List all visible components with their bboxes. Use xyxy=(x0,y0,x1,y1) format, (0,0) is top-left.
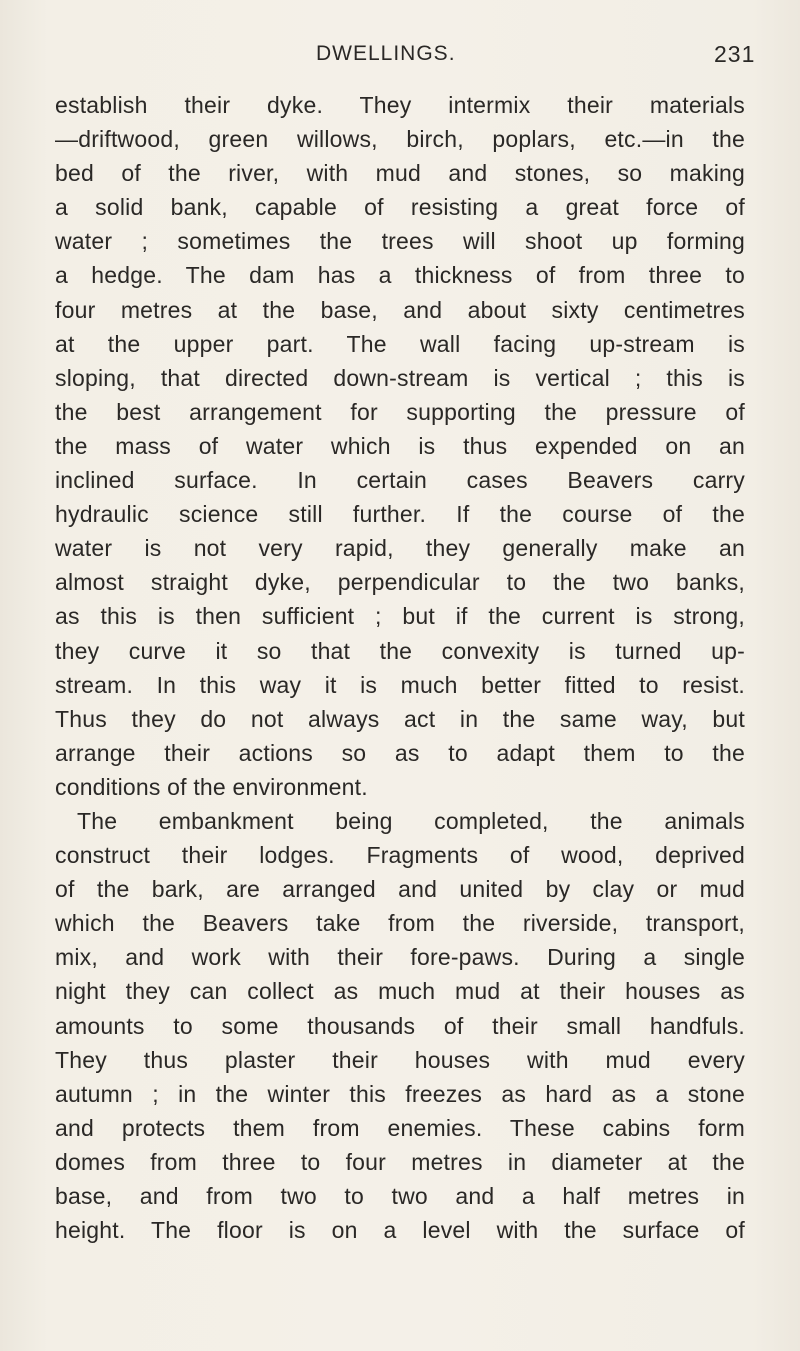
page-number: 231 xyxy=(714,41,756,67)
text-line: hydraulic science still further. If the course of the xyxy=(55,501,745,528)
text-line: They thus plaster their houses with mud every xyxy=(55,1046,745,1073)
text-line: the best arrangement for supporting the pressure of xyxy=(55,398,745,425)
text-line: height. The floor is on a level with the surface of xyxy=(55,1217,745,1244)
body-text xyxy=(55,88,745,1247)
text-line: at the upper part. The wall facing up-stream is xyxy=(55,330,745,357)
text-line: domes from three to four metres in diameter at the xyxy=(55,1148,745,1175)
text-line: night they can collect as much mud at their houses as xyxy=(55,978,745,1005)
text-line: amounts to some thousands of their small handfuls. xyxy=(55,1012,745,1039)
text-line: as this is then sufficient ; but if the current is strong, xyxy=(55,603,745,630)
text-line: bed of the river, with mud and stones, so making xyxy=(55,160,745,187)
text-line: autumn ; in the winter this freezes as hard as a stone xyxy=(55,1080,745,1107)
text-line: —driftwood, green willows, birch, poplars, etc.—in the xyxy=(55,126,745,153)
text-line: almost straight dyke, perpendicular to the two banks, xyxy=(55,569,745,596)
text-line: inclined surface. In certain cases Beavers carry xyxy=(55,467,745,494)
text-line: sloping, that directed down-stream is vertical ; this is xyxy=(55,364,745,391)
running-head: DWELLINGS. xyxy=(316,42,456,65)
text-line: mix, and work with their fore-paws. During a single xyxy=(55,944,745,971)
text-line: four metres at the base, and about sixty centimetres xyxy=(55,296,745,323)
paragraph-end-line: conditions of the environment. xyxy=(55,773,368,800)
text-line: base, and from two to two and a half metres in xyxy=(55,1183,745,1209)
text-line: which the Beavers take from the riverside, transport, xyxy=(55,910,745,937)
text-line: water ; sometimes the trees will shoot up forming xyxy=(55,228,745,255)
text-line: and protects them from enemies. These cabins form xyxy=(55,1114,745,1141)
text-line: arrange their actions so as to adapt them to the xyxy=(55,739,745,766)
text-line: Thus they do not always act in the same way, but xyxy=(55,705,745,732)
text-line: the mass of water which is thus expended on an xyxy=(55,432,745,459)
text-line: construct their lodges. Fragments of wood, deprived xyxy=(55,842,745,869)
paragraph-start-line: The embankment being completed, the animals xyxy=(77,807,745,834)
text-line: of the bark, are arranged and united by clay or mud xyxy=(55,876,745,903)
page-header xyxy=(0,34,800,74)
text-line: a solid bank, capable of resisting a great force of xyxy=(55,194,745,221)
text-line: establish their dyke. They intermix their materials xyxy=(55,92,745,118)
text-line: stream. In this way it is much better fitted to resist. xyxy=(55,671,745,698)
text-line: a hedge. The dam has a thickness of from three to xyxy=(55,262,745,289)
text-line: they curve it so that the convexity is turned up- xyxy=(55,637,745,664)
text-line: water is not very rapid, they generally make an xyxy=(55,535,745,562)
